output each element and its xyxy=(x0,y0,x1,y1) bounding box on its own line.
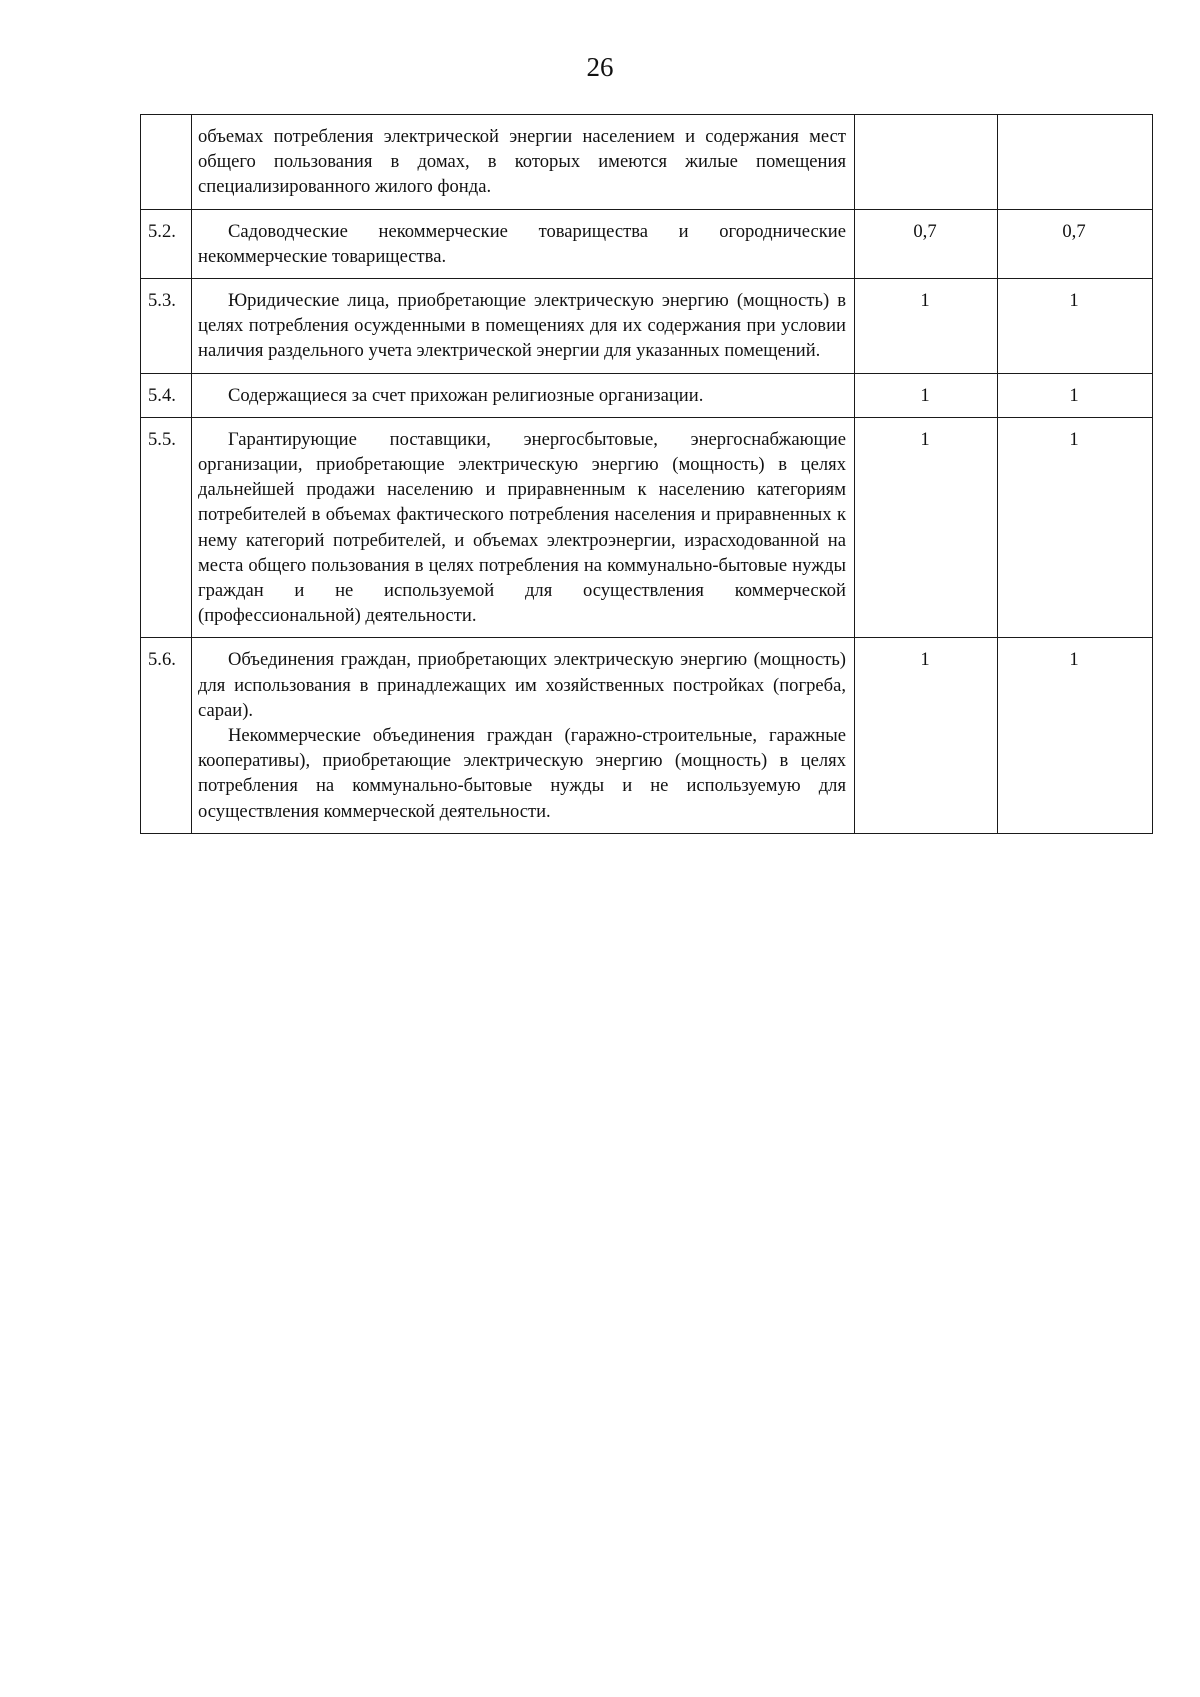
coefficient-cell-1: 1 xyxy=(855,373,998,417)
description-cell xyxy=(192,115,855,210)
table-row xyxy=(141,279,1153,374)
description-paragraph: Некоммерческие объединения граждан (гаражно-строительные, гаражные кооперативы), приобретающие электрическую энергию (мощность) в целях потребления на коммунально-бытовые нужды и не используемую для осуществления коммерческой деятельности. xyxy=(198,725,846,822)
coefficient-cell-1: 1 xyxy=(855,417,998,638)
row-number-cell: 5.3. xyxy=(141,279,192,374)
row-number-cell xyxy=(141,115,192,210)
coefficient-cell-1: 1 xyxy=(855,279,998,374)
description-cell xyxy=(192,209,855,278)
description-cell xyxy=(192,279,855,374)
coefficient-cell-2: 0,7 xyxy=(998,209,1153,278)
coefficient-cell-2: 1 xyxy=(998,373,1153,417)
coefficient-cell-2: 1 xyxy=(998,638,1153,833)
coefficient-cell-1 xyxy=(855,115,998,210)
coefficient-cell-2 xyxy=(998,115,1153,210)
description-paragraph: Садоводческие некоммерческие товарищества и огороднические некоммерческие товарищества. xyxy=(198,220,846,267)
table-row xyxy=(141,209,1153,278)
row-number-cell: 5.5. xyxy=(141,417,192,638)
description-cell xyxy=(192,638,855,833)
table-body xyxy=(141,115,1153,834)
coefficient-cell-2: 1 xyxy=(998,279,1153,374)
coefficient-cell-1: 0,7 xyxy=(855,209,998,278)
coefficient-cell-2: 1 xyxy=(998,417,1153,638)
description-paragraph: Гарантирующие поставщики, энергосбытовые, энергоснабжающие организации, приобретающие электрическую энергию (мощность) в целях дальнейшей продажи населению и приравненным к населению категориям потребителей в объемах фактического потребления населения и приравненных к нему категорий потребителей, и объемах электроэнергии, израсходованной на места общего пользования в целях потребления на коммунально-бытовые нужды граждан и не используемой для осуществления коммерческой (профессиональной) деятельности. xyxy=(198,428,846,627)
table-row xyxy=(141,417,1153,638)
row-number-cell: 5.2. xyxy=(141,209,192,278)
description-cell xyxy=(192,417,855,638)
table-row xyxy=(141,638,1153,833)
table-row xyxy=(141,373,1153,417)
description-cell xyxy=(192,373,855,417)
tariff-table xyxy=(140,114,1153,834)
row-number-cell: 5.4. xyxy=(141,373,192,417)
table-row xyxy=(141,115,1153,210)
description-paragraph: объемах потребления электрической энергии населением и содержания мест общего пользования в домах, в которых имеются жилые помещения специализированного жилого фонда. xyxy=(198,126,846,198)
coefficient-cell-1: 1 xyxy=(855,638,998,833)
description-paragraph: Юридические лица, приобретающие электрическую энергию (мощность) в целях потребления осужденными в помещениях для их содержания при условии наличия раздельного учета электрической энергии для указанных помещений. xyxy=(198,290,846,362)
description-paragraph: Содержащиеся за счет прихожан религиозные организации. xyxy=(228,384,704,406)
description-paragraph: Объединения граждан, приобретающих электрическую энергию (мощность) для использования в принадлежащих им хозяйственных постройках (погреба, сараи). xyxy=(198,649,846,721)
row-number-cell: 5.6. xyxy=(141,638,192,833)
page-number: 26 xyxy=(586,52,614,82)
